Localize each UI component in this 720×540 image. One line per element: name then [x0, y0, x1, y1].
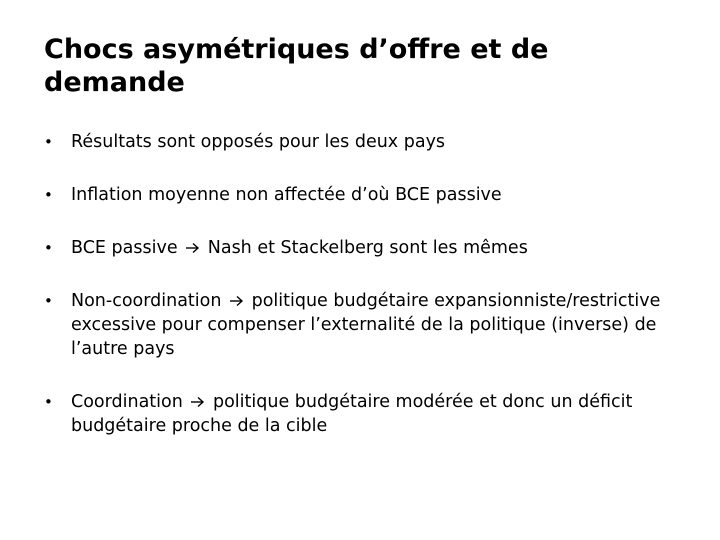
- slide-title: Chocs asymétriques d’offre et de demande: [44, 34, 549, 98]
- bullet-item: [44, 390, 684, 438]
- bullet-marker: •: [44, 186, 53, 204]
- bullet-marker: •: [44, 292, 53, 310]
- bullet-item: [44, 236, 684, 260]
- bullet-list: [44, 130, 684, 467]
- bullet-marker: •: [44, 133, 53, 151]
- bullet-text-before: Coordination: [71, 392, 183, 412]
- bullet-text-after: politique budgétaire modérée et donc un déficit budgétaire proche de la cible: [71, 392, 633, 436]
- bullet-text: Résultats sont opposés pour les deux pays: [71, 132, 446, 152]
- bullet-text-before: Non-coordination: [71, 291, 222, 311]
- arrow-right-icon: [190, 396, 205, 408]
- bullet-marker: •: [44, 239, 53, 257]
- arrow-right-icon: [185, 242, 200, 254]
- bullet-item: [44, 289, 684, 361]
- arrow-right-icon: [229, 295, 244, 307]
- bullet-text-before: BCE passive: [71, 238, 178, 258]
- bullet-text: Inflation moyenne non affectée d’où BCE passive: [71, 185, 502, 205]
- bullet-marker: •: [44, 393, 53, 411]
- bullet-item: [44, 130, 684, 154]
- bullet-text-after: politique budgétaire expansionniste/restrictive excessive pour compenser l’externalité de la politique (inverse) de l’autre pays: [71, 291, 661, 359]
- bullet-text-after: Nash et Stackelberg sont les mêmes: [207, 238, 528, 258]
- bullet-item: [44, 183, 684, 207]
